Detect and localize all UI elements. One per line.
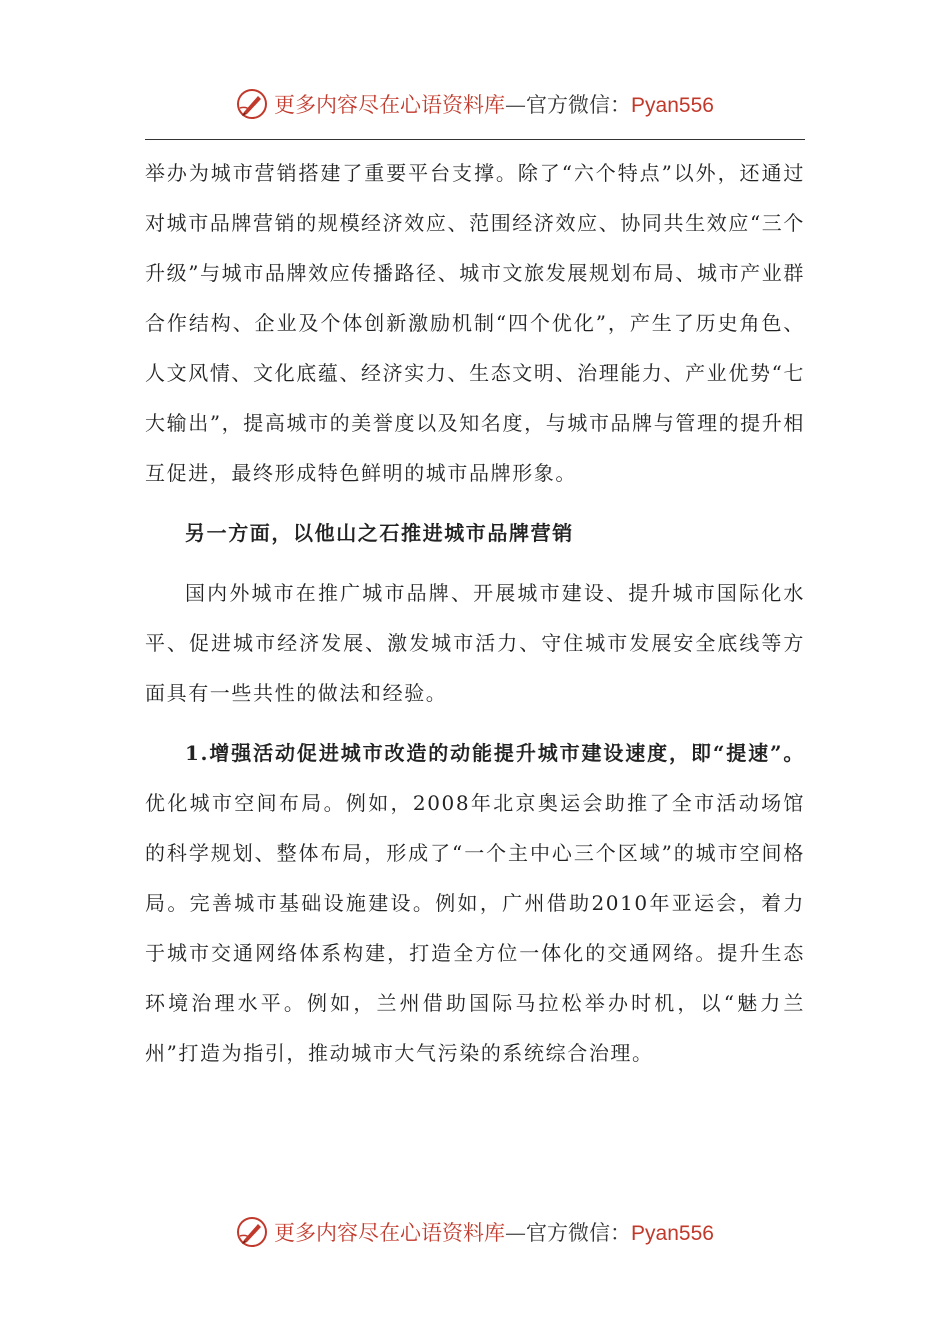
paragraph-3 — [145, 728, 805, 1078]
pen-logo-icon — [236, 1216, 268, 1248]
banner-site-name: 更多内容尽在心语资料库 — [274, 1221, 506, 1245]
paragraph-3-bold-lead: 1.增强活动促进城市改造的动能提升城市建设速度，即“提速”。 — [185, 741, 805, 765]
paragraph-3-body: 优化城市空间布局。例如，2008年北京奥运会助推了全市活动场馆的科学规划、整体布局，形成了“一个主中心三个区域”的城市空间格局。完善城市基础设施建设。例如，广州借助2010年亚运会，着力于城市交通网络体系构建，打造全方位一体化的交通网络。提升生态环境治理水平。例如，兰州借助国际马拉松举办时机，以“魅力兰州”打造为指引，推动城市大气污染的系统综合治理。 — [145, 791, 805, 1065]
section-heading: 另一方面，以他山之石推进城市品牌营销 — [185, 521, 574, 545]
banner-wechat-id: Pyan556 — [631, 94, 714, 117]
document-body — [145, 148, 805, 1078]
header-banner — [0, 84, 950, 124]
banner-text — [274, 1217, 714, 1247]
footer-banner — [0, 1212, 950, 1252]
banner-wechat-label: 官方微信： — [526, 93, 632, 117]
banner-separator: — — [505, 93, 527, 117]
banner-wechat-id: Pyan556 — [631, 1222, 714, 1245]
banner-separator: — — [505, 1221, 527, 1245]
banner-wechat-label: 官方微信： — [526, 1221, 632, 1245]
paragraph-2: 国内外城市在推广城市品牌、开展城市建设、提升城市国际化水平、促进城市经济发展、激发城市活力、守住城市发展安全底线等方面具有一些共性的做法和经验。 — [145, 581, 805, 705]
banner-text — [274, 89, 714, 119]
paragraph-1: 举办为城市营销搭建了重要平台支撑。除了“六个特点”以外，还通过对城市品牌营销的规模经济效应、范围经济效应、协同共生效应“三个升级”与城市品牌效应传播路径、城市文旅发展规划布局、城市产业群合作结构、企业及个体创新激励机制“四个优化”，产生了历史角色、人文风情、文化底蕴、经济实力、生态文明、治理能力、产业优势“七大输出”，提高城市的美誉度以及知名度，与城市品牌与管理的提升相互促进，最终形成特色鲜明的城市品牌形象。 — [145, 161, 805, 485]
banner-site-name: 更多内容尽在心语资料库 — [274, 93, 506, 117]
header-divider — [145, 139, 805, 140]
pen-logo-icon — [236, 88, 268, 120]
